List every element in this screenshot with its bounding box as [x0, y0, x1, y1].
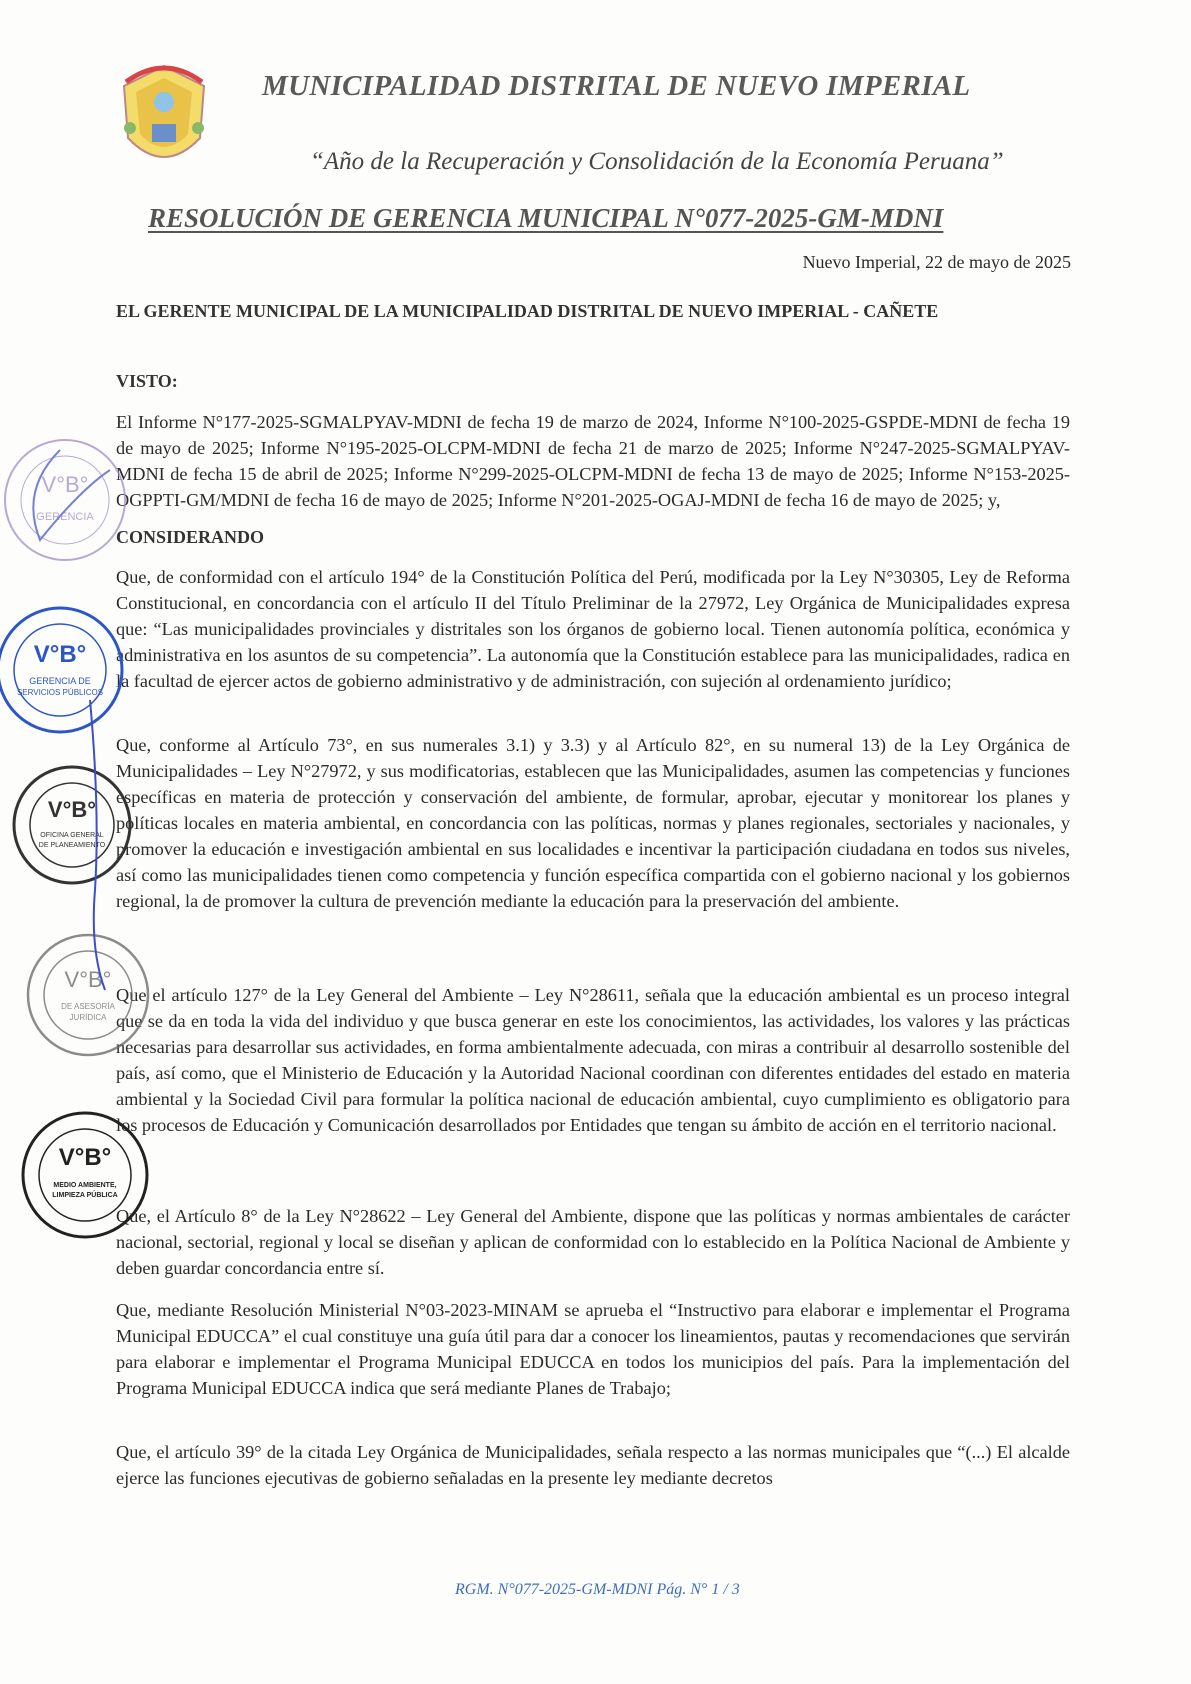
svg-text:SERVICIOS PÚBLICOS: SERVICIOS PÚBLICOS: [16, 688, 104, 697]
svg-text:V°B°: V°B°: [64, 967, 112, 992]
considerando-paragraph: Que, el artículo 39° de la citada Ley Orgánica de Municipalidades, señala respecto a las normas municipales que “(...) El alcalde ejerce las funciones ejecutivas de gobierno señaladas en la presente ley mediante decretos: [116, 1442, 1070, 1488]
svg-text:V°B°: V°B°: [33, 641, 87, 668]
svg-text:V°B°: V°B°: [47, 797, 97, 822]
year-motto: “Año de la Recuperación y Consolidación de la Economía Peruana”: [310, 148, 1004, 175]
svg-text:LIMPIEZA PÚBLICA: LIMPIEZA PÚBLICA: [52, 1192, 118, 1199]
visto-heading: VISTO:: [116, 371, 178, 391]
svg-text:GERENCIA DE: GERENCIA DE: [29, 676, 91, 686]
considerando-paragraph: Que el artículo 127° de la Ley General del Ambiente – Ley N°28611, señala que la educación ambiental es un proceso integral que se da en toda la vida del individuo y que busca generar en este los conocimientos, las actividades, los valores y las prácticas necesarias para desarrollar sus actividades, en forma ambientalmente adecuada, con miras a contribuir al desarrollo sostenible del país, así como, que el Ministerio de Educación y la Autoridad Nacional coordinan con diferentes entidades del estado en materia ambiental y la Sociedad Civil para formular la política nacional de educación ambiental, cuyo cumplimiento es obligatorio para los procesos de Educación y Comunicación desarrollados por Entidades que tengan su ámbito de acción en el territorio nacional.: [116, 985, 1070, 1135]
considerando-paragraph: Que, conforme al Artículo 73°, en sus numerales 3.1) y 3.3) y al Artículo 82°, en su numeral 13) de la Ley Orgánica de Municipalidades – Ley N°27972, y sus modificatorias, establecen que las Municipalidades, asumen las competencias y funciones específicas en materia de protección y conservación del ambiente, de formular, aprobar, ejecutar y monitorear los planes y políticas locales en materia ambiental, en concordancia con las políticas, normas y planes regionales, sectoriales y nacionales, y promover la educación e investigación ambiental en sus localidades e incentivar la participación ciudadana en todos sus niveles, así como las municipalidades tienen como competencia y función específica compartida con el gobierno nacional y los gobiernos regional, la de promover la cultura de prevención mediante la educación para la preservación del ambiente.: [116, 735, 1070, 911]
svg-text:DE ASESORÍA: DE ASESORÍA: [61, 1002, 115, 1011]
svg-text:DE PLANEAMIENTO: DE PLANEAMIENTO: [38, 842, 106, 849]
resolution-title: RESOLUCIÓN DE GERENCIA MUNICIPAL N°077-2025-GM-MDNI: [148, 203, 944, 233]
approval-stamp-gerencia-municipal: [0, 430, 130, 570]
page-footer: RGM. N°077-2025-GM-MDNI Pág. N° 1 / 3: [455, 1581, 740, 1598]
signature-stroke: [70, 690, 130, 1000]
visto-paragraph: El Informe N°177-2025-SGMALPYAV-MDNI de fecha 19 de marzo de 2024, Informe N°100-2025-GSPDE-MDNI de fecha 19 de mayo de 2025; Informe N°195-2025-OLCPM-MDNI de fecha 21 de marzo de 2025; Informe N°247-2025-SGMALPYAV-MDNI de fecha 15 de abril de 2025; Informe N°299-2025-OLCPM-MDNI de fecha 13 de mayo de 2025; Informe N°153-2025-OGPPTI-GM/MDNI de fecha 16 de mayo de 2025; Informe N°201-2025-OGAJ-MDNI de fecha 16 de mayo de 2025; y,: [116, 412, 1070, 510]
approval-stamp-medio-ambiente: [15, 1105, 155, 1245]
svg-text:V°B°: V°B°: [58, 1144, 112, 1171]
svg-text:GERENCIA: GERENCIA: [36, 511, 94, 523]
svg-text:OFICINA GENERAL: OFICINA GENERAL: [40, 832, 104, 839]
svg-text:JURÍDICA: JURÍDICA: [69, 1013, 107, 1022]
considerando-heading: CONSIDERANDO: [116, 527, 265, 547]
considerando-paragraph: Que, el Artículo 8° de la Ley N°28622 – Ley General del Ambiente, dispone que las políticas y normas ambientales de carácter nacional, sectorial, regional y local se diseñan y aplican de conformidad con lo establecido en la Política Nacional de Ambiente y deben guardar concordancia entre sí.: [116, 1206, 1070, 1278]
svg-text:MEDIO AMBIENTE,: MEDIO AMBIENTE,: [53, 1182, 117, 1189]
svg-text:V°B°: V°B°: [41, 472, 89, 497]
municipal-logo: [116, 58, 212, 183]
considerando-paragraph: Que, mediante Resolución Ministerial N°03-2023-MINAM se aprueba el “Instructivo para elaborar e implementar el Programa Municipal EDUCCA” el cual constituye una guía útil para dar a conocer los lineamientos, pautas y recomendaciones que servirán para elaborar e implementar el Programa Municipal EDUCCA en todos los municipios del país. Para la implementación del Programa Municipal EDUCCA indica que será mediante Planes de Trabajo;: [116, 1300, 1070, 1398]
addressee: EL GERENTE MUNICIPAL DE LA MUNICIPALIDAD DISTRITAL DE NUEVO IMPERIAL - CAÑETE: [116, 301, 939, 321]
institution-name: MUNICIPALIDAD DISTRITAL DE NUEVO IMPERIAL: [262, 70, 971, 102]
document-date: Nuevo Imperial, 22 de mayo de 2025: [802, 252, 1071, 272]
considerando-paragraph: Que, de conformidad con el artículo 194° de la Constitución Política del Perú, modificada por la Ley N°30305, Ley de Reforma Constitucional, en concordancia con el artículo II del Título Preliminar de la 27972, Ley Orgánica de Municipalidades expresa que: “Las municipalidades provinciales y distritales son los órganos de gobierno local. Tienen autonomía política, económica y administrativa en los asuntos de su competencia”. La autonomía que la Constitución establece para las municipalidades, radica en la facultad de ejercer actos de gobierno administrativo y de administración, con sujeción al ordenamiento jurídico;: [116, 567, 1070, 691]
